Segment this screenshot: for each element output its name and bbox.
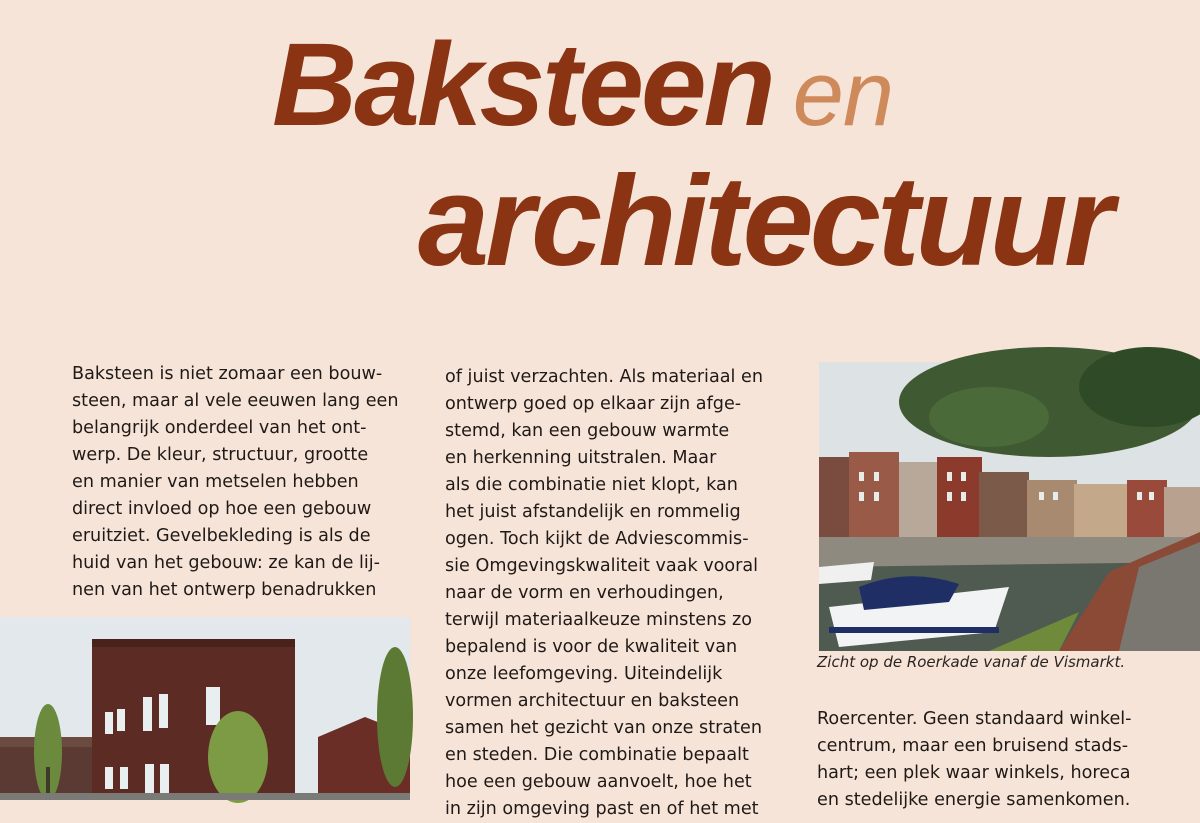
text-line: huid van het gebouw: ze kan de lij- [72, 553, 381, 573]
text-line: samen het gezicht van onze straten [445, 718, 763, 738]
photo-caption: Zicht op de Roerkade vanaf de Vismarkt. [817, 653, 1126, 671]
text-line: centrum, maar een bruisend stads- [817, 736, 1129, 756]
text-line: en steden. Die combinatie bepaalt [445, 745, 749, 765]
text-line: en manier van metselen hebben [72, 472, 359, 492]
page-title-line1 [272, 19, 894, 151]
text-line: en stedelijke energie samenkomen. [817, 790, 1131, 810]
text-line: nen van het ontwerp benadrukken [72, 580, 377, 600]
roerkade-photo [819, 362, 1200, 651]
text-line: of juist verzachten. Als materiaal en [445, 367, 763, 387]
text-line: ogen. Toch kijkt de Adviescommis- [445, 529, 749, 549]
text-line: sie Omgevingskwaliteit vaak vooral [445, 556, 759, 576]
text-line: vormen architectuur en baksteen [445, 691, 740, 711]
text-line: eruitziet. Gevelbekleding is als de [72, 526, 371, 546]
text-line: belangrijk onderdeel van het ont- [72, 418, 367, 438]
text-line: werp. De kleur, structuur, grootte [72, 445, 369, 465]
text-line: het juist afstandelijk en rommelig [445, 502, 741, 522]
title-word-baksteen: Baksteen [272, 19, 773, 151]
text-column-2 [445, 364, 763, 823]
text-line: Roercenter. Geen standaard winkel- [817, 709, 1132, 729]
text-line: naar de vorm en verhoudingen, [445, 583, 724, 603]
text-line: stemd, kan een gebouw warmte [445, 421, 730, 441]
title-word-en: en [792, 43, 894, 145]
text-line: hart; een plek waar winkels, horeca [817, 763, 1131, 783]
text-line: als die combinatie niet klopt, kan [445, 475, 738, 495]
text-line: bepalend is voor de kwaliteit van [445, 637, 738, 657]
text-line: ontwerp goed op elkaar zijn afge- [445, 394, 742, 414]
text-line: hoe een gebouw aanvoelt, hoe het [445, 772, 752, 792]
text-column-3 [817, 706, 1132, 814]
text-line: direct invloed op hoe een gebouw [72, 499, 372, 519]
text-line: Baksteen is niet zomaar een bouw- [72, 364, 383, 384]
brick-building-photo [0, 617, 410, 800]
text-line: in zijn omgeving past en of het met [445, 799, 759, 819]
page-title-line2: architectuur [418, 150, 1110, 293]
text-line: en herkenning uitstralen. Maar [445, 448, 717, 468]
text-line: terwijl materiaalkeuze minstens zo [445, 610, 752, 630]
text-column-1 [72, 361, 399, 604]
text-line: onze leefomgeving. Uiteindelijk [445, 664, 723, 684]
text-line: steen, maar al vele eeuwen lang een [72, 391, 399, 411]
